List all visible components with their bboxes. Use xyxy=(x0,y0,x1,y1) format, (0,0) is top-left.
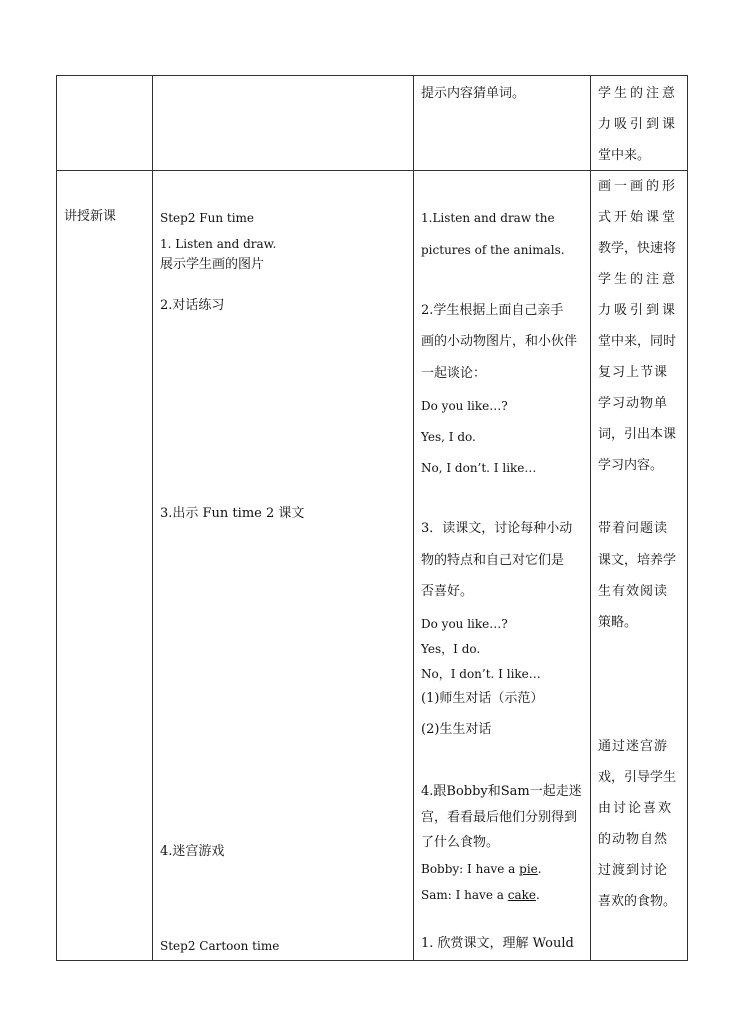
step2-fun-time: Step2 Fun time xyxy=(160,211,255,225)
purpose1-line: 复习上节课 xyxy=(598,365,669,380)
discuss-line: 画的小动物图片，和小伙伴 xyxy=(421,334,578,349)
listen-line: 1.Listen and draw the xyxy=(421,211,555,225)
teacher-student-dialogue: (1)师生对话（示范） xyxy=(421,691,544,706)
column-divider-2 xyxy=(413,75,414,961)
row-divider xyxy=(56,170,688,171)
purpose1-line: 堂中来，同时 xyxy=(598,334,677,349)
table-bottom-border xyxy=(56,960,688,961)
purpose3-line: 由讨论喜欢 xyxy=(598,801,674,816)
row1-purpose-line: 堂中来。 xyxy=(598,148,651,163)
column-divider-3 xyxy=(590,75,591,961)
table-top-border xyxy=(56,75,688,76)
purpose3-line: 过渡到讨论 xyxy=(598,863,669,878)
purpose1-line: 词，引出本课 xyxy=(598,427,677,442)
discuss-line: 2.学生根据上面自己亲手 xyxy=(421,303,564,318)
purpose1-line: 画一画的形 xyxy=(598,179,679,194)
row1-purpose-line: 学生的注意 xyxy=(598,86,679,101)
bobby-food: pie xyxy=(519,862,538,876)
read-line: 物的特点和自己对它们是 xyxy=(421,553,565,568)
sam-line xyxy=(421,887,540,903)
question-line: Do you like…? xyxy=(421,617,508,631)
sam-food: cake xyxy=(507,888,536,902)
answer-yes: Yes，I do. xyxy=(421,642,481,656)
column-divider-1 xyxy=(152,75,153,961)
purpose2-line: 课文，培养学 xyxy=(598,553,677,568)
row1-activity-text: 提示内容猜单词。 xyxy=(421,86,526,101)
purpose3-line: 戏，引导学生 xyxy=(598,770,677,785)
purpose2-line: 生有效阅读 xyxy=(598,584,669,599)
listen-and-draw: 1. Listen and draw. xyxy=(160,237,277,251)
purpose3-line: 的动物自然 xyxy=(598,832,669,847)
bobby-suffix: . xyxy=(537,862,542,876)
answer-no: No, I don’t. I like… xyxy=(421,461,537,475)
table-right-border xyxy=(687,75,688,961)
purpose2-line: 带着问题读 xyxy=(598,521,669,536)
sam-suffix: . xyxy=(535,888,540,902)
row1-purpose-line: 力吸引到课 xyxy=(598,117,679,132)
bobby-prefix: Bobby: I have a xyxy=(421,862,520,876)
purpose1-line: 式开始课堂 xyxy=(598,210,679,225)
dialogue-practice: 2.对话练习 xyxy=(160,298,225,313)
table-left-border xyxy=(56,75,57,961)
question-line: Do you like…? xyxy=(421,399,508,413)
maze-line: 了什么食物。 xyxy=(421,835,500,850)
maze-line: 4.跟Bobby和Sam一起走迷 xyxy=(421,784,582,799)
listen-line: pictures of the animals. xyxy=(421,243,565,257)
purpose1-line: 力吸引到课 xyxy=(598,303,679,318)
bobby-line xyxy=(421,861,542,877)
read-line: 3．读课文，讨论每种小动 xyxy=(421,521,573,536)
step2-cartoon-time: Step2 Cartoon time xyxy=(160,939,280,953)
show-pictures: 展示学生画的图片 xyxy=(160,257,265,272)
purpose1-line: 学习内容。 xyxy=(598,458,664,473)
purpose3-line: 通过迷宫游 xyxy=(598,739,669,754)
answer-no: No，I don’t. I like… xyxy=(421,667,541,681)
maze-line: 宫，看看最后他们分别得到 xyxy=(421,810,578,825)
sam-prefix: Sam: I have a xyxy=(421,888,508,902)
read-line: 否喜好。 xyxy=(421,584,474,599)
student-student-dialogue: (2)生生对话 xyxy=(421,722,492,737)
purpose3-line: 喜欢的食物。 xyxy=(598,894,677,909)
answer-yes: Yes, I do. xyxy=(421,430,476,444)
maze-game: 4.迷宫游戏 xyxy=(160,844,225,859)
purpose1-line: 教学，快速将 xyxy=(598,241,677,256)
enjoy-text: 1. 欣赏课文，理解 Would xyxy=(421,936,574,951)
purpose1-line: 学生的注意 xyxy=(598,272,679,287)
purpose2-line: 策略。 xyxy=(598,615,638,630)
stage-label: 讲授新课 xyxy=(64,209,117,224)
show-text: 3.出示 Fun time 2 课文 xyxy=(160,506,305,521)
purpose1-line: 学习动物单 xyxy=(598,396,669,411)
discuss-line: 一起谈论： xyxy=(421,366,487,381)
